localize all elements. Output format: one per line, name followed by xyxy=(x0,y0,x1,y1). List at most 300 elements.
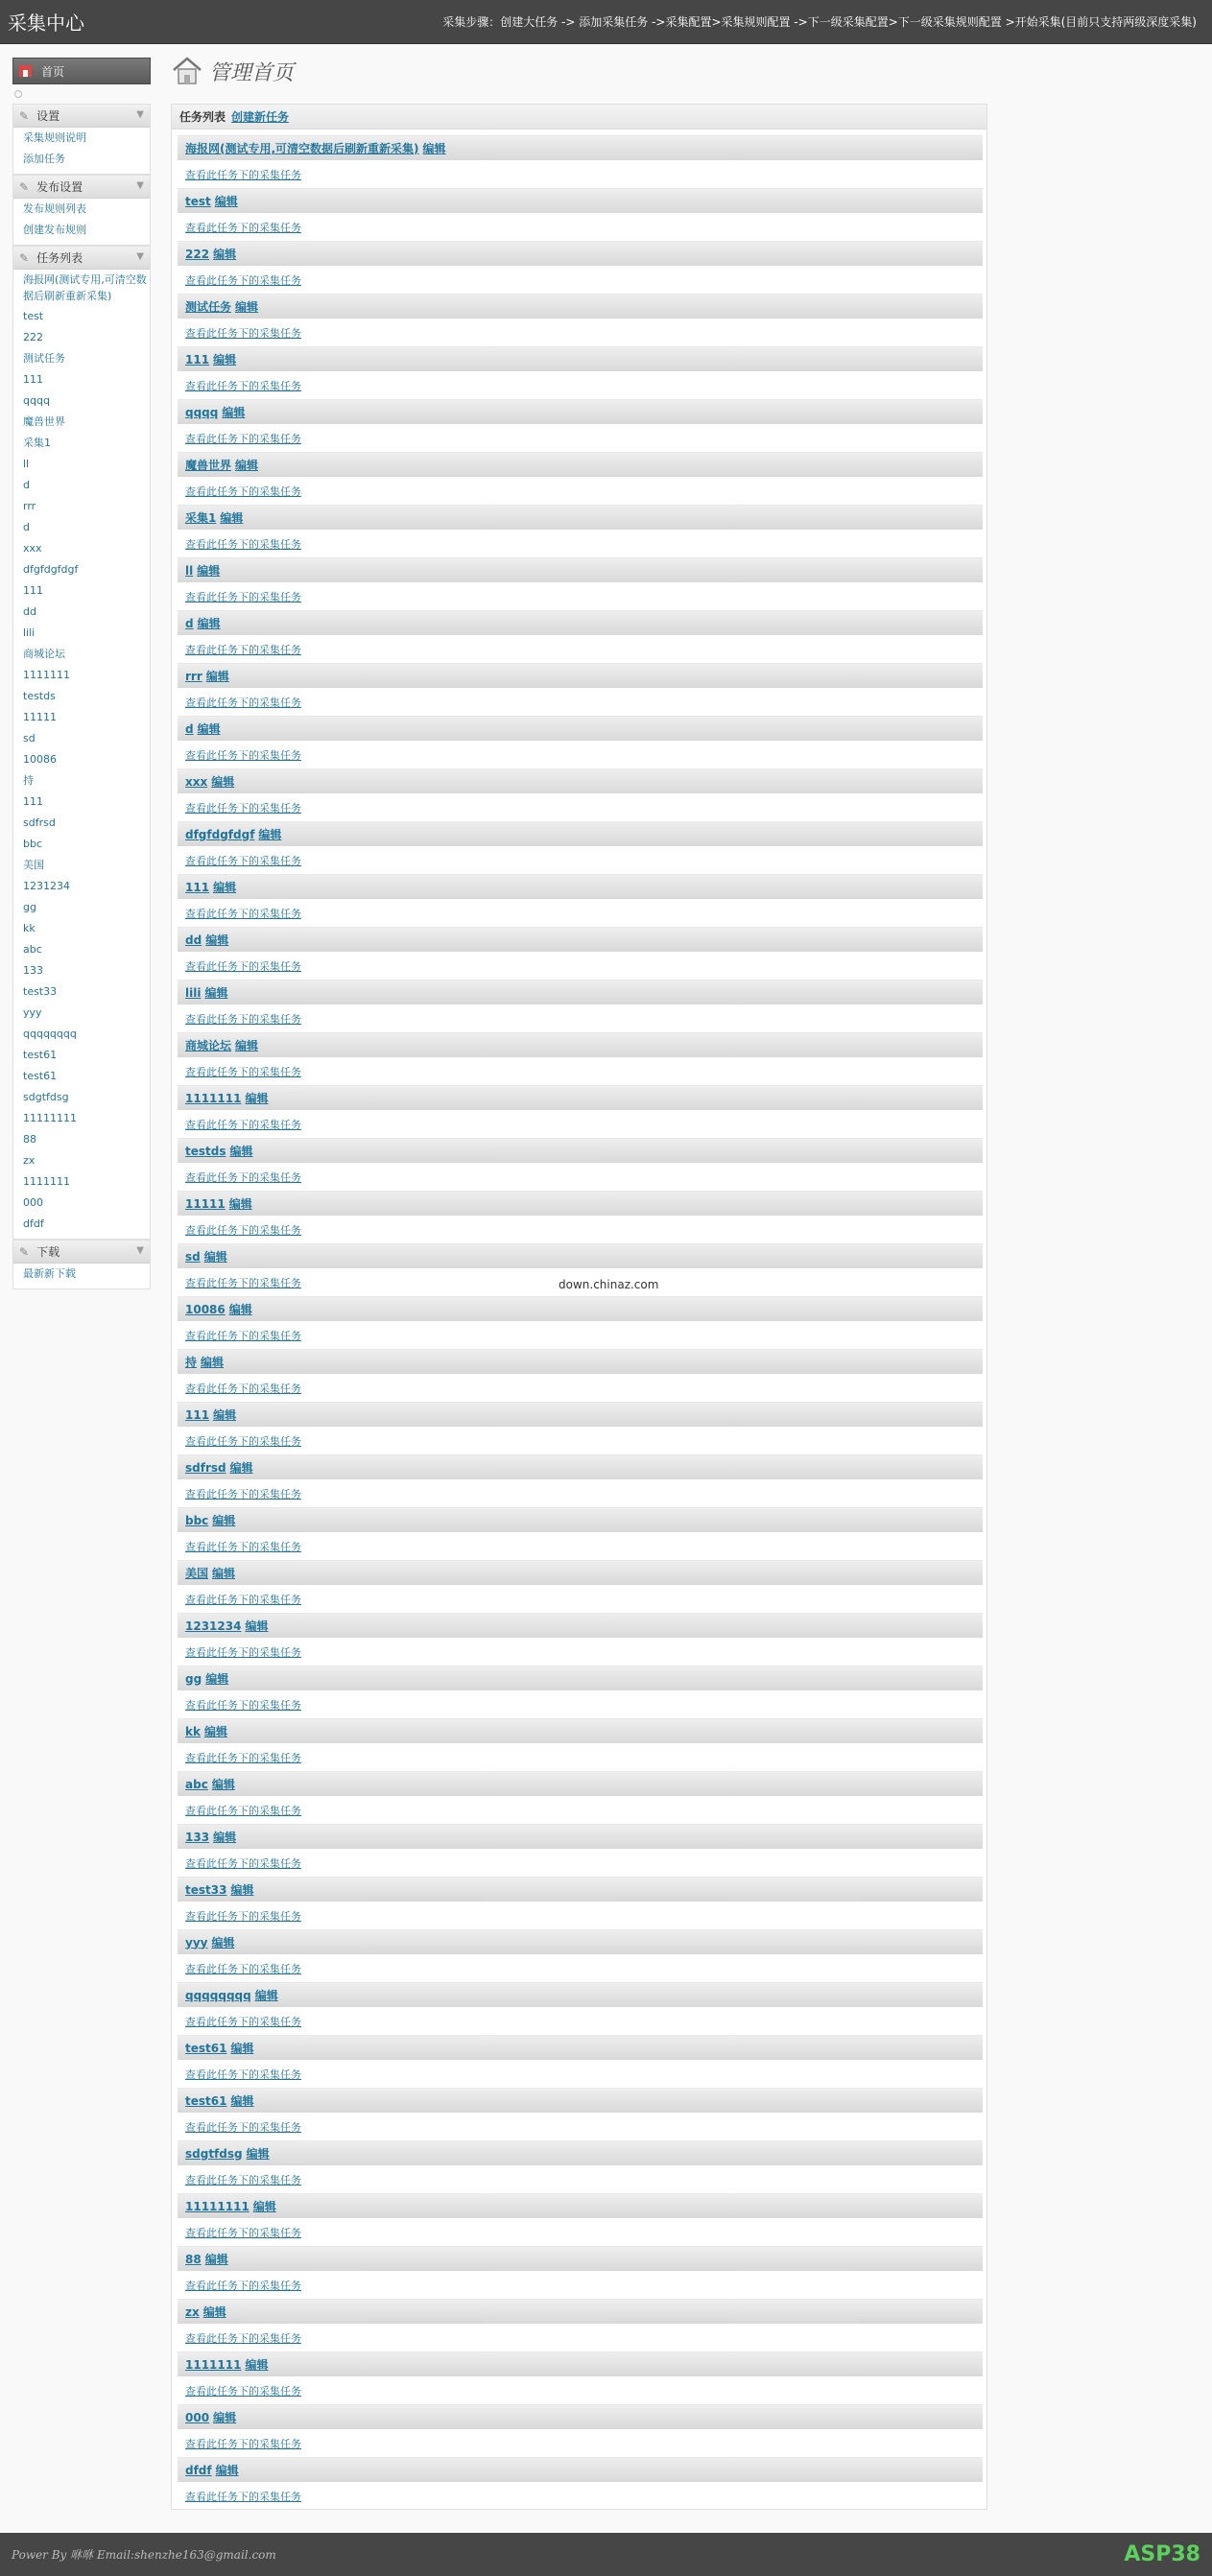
task-name-link[interactable]: 111 xyxy=(185,352,210,366)
task-name-link[interactable]: 魔兽世界 xyxy=(185,459,232,472)
task-row xyxy=(178,874,983,899)
edit-task-link[interactable]: 编辑 xyxy=(213,881,237,894)
edit-task-link[interactable]: 编辑 xyxy=(230,1883,254,1897)
task-row xyxy=(178,1296,983,1321)
sidebar-link[interactable]: 最新新下载 xyxy=(23,1267,76,1280)
task-row xyxy=(178,1085,983,1110)
sidebar-link[interactable]: 商城论坛 xyxy=(23,648,65,660)
view-subtasks-link[interactable]: 查看此任务下的采集任务 xyxy=(185,1909,301,1923)
view-subtasks-link[interactable]: 查看此任务下的采集任务 xyxy=(185,2173,301,2186)
task-name-link[interactable]: kk xyxy=(185,1724,201,1738)
task-row xyxy=(178,505,983,530)
view-subtasks-link[interactable]: 查看此任务下的采集任务 xyxy=(185,484,301,498)
task-item xyxy=(178,1613,983,1666)
task-row xyxy=(178,1929,983,1954)
task-name-link[interactable]: 1111111 xyxy=(185,1091,242,1105)
edit-task-link[interactable]: 编辑 xyxy=(230,2094,254,2108)
task-row xyxy=(178,346,983,371)
pin-icon: ✎ xyxy=(19,179,30,194)
edit-task-link[interactable]: 编辑 xyxy=(214,195,238,208)
sidebar-link[interactable]: 133 xyxy=(23,964,43,977)
task-sub-row xyxy=(178,1743,983,1771)
sidebar-link[interactable]: 美国 xyxy=(23,859,44,871)
task-item xyxy=(178,1929,983,1982)
edit-task-link[interactable]: 编辑 xyxy=(220,511,244,525)
sidebar-link[interactable]: test61 xyxy=(23,1049,58,1061)
sidebar-link[interactable]: abc xyxy=(23,943,42,956)
task-name-link[interactable]: 商城论坛 xyxy=(185,1039,232,1052)
sidebar-link[interactable]: 1111111 xyxy=(23,1175,70,1188)
view-subtasks-link[interactable]: 查看此任务下的采集任务 xyxy=(185,2331,301,2345)
task-item xyxy=(178,2404,983,2457)
view-subtasks-link[interactable]: 查看此任务下的采集任务 xyxy=(185,748,301,762)
task-sub-row xyxy=(178,424,983,452)
sidebar-link[interactable]: qqqq xyxy=(23,394,50,407)
task-sub-row xyxy=(178,1374,983,1402)
task-name-link[interactable]: sdfrsd xyxy=(185,1460,226,1475)
task-name-link[interactable]: d xyxy=(185,616,194,630)
task-item xyxy=(178,716,983,768)
sidebar-link[interactable]: test33 xyxy=(23,985,58,998)
sidebar-home[interactable] xyxy=(12,58,151,84)
task-row xyxy=(178,1032,983,1057)
edit-task-link[interactable]: 编辑 xyxy=(222,406,246,419)
task-sub-row xyxy=(178,2482,983,2510)
edit-task-link[interactable]: 编辑 xyxy=(205,1672,229,1686)
view-subtasks-link[interactable]: 查看此任务下的采集任务 xyxy=(185,1540,301,1553)
sidebar-link[interactable]: dfdf xyxy=(23,1217,44,1230)
task-name-link[interactable]: test61 xyxy=(185,2093,227,2108)
task-item xyxy=(178,188,983,241)
task-row xyxy=(178,821,983,846)
chevron-down-icon[interactable]: ▼ xyxy=(136,251,144,262)
edit-task-link[interactable]: 编辑 xyxy=(205,670,229,683)
task-sub-row xyxy=(178,1796,983,1824)
workflow-steps: 采集步骤：创建大任务 -> 添加采集任务 ->采集配置>采集规则配置 ->下一级采集配置>下一级采集规则配置 >开始采集(目前只支持两级深度采集) xyxy=(442,15,1197,29)
task-row xyxy=(178,1877,983,1902)
task-name-link[interactable]: qqqqqqqq xyxy=(185,1988,251,2002)
view-subtasks-link[interactable]: 查看此任务下的采集任务 xyxy=(185,2490,301,2503)
view-subtasks-link[interactable]: 查看此任务下的采集任务 xyxy=(185,1645,301,1659)
task-item xyxy=(178,1191,983,1243)
task-item xyxy=(178,2193,983,2246)
edit-task-link[interactable]: 编辑 xyxy=(197,617,221,630)
edit-task-link[interactable]: 编辑 xyxy=(228,1197,252,1211)
sidebar-link[interactable]: testds xyxy=(23,690,56,702)
menu-group-header[interactable] xyxy=(13,1241,150,1264)
sidebar-link[interactable]: 1111111 xyxy=(23,669,70,681)
edit-task-link[interactable]: 编辑 xyxy=(203,1725,227,1738)
edit-task-link[interactable]: 编辑 xyxy=(201,1356,225,1369)
task-name-link[interactable]: zx xyxy=(185,2304,200,2319)
task-name-link[interactable]: 133 xyxy=(185,1830,210,1844)
sidebar-link[interactable]: bbc xyxy=(23,838,43,850)
view-subtasks-link[interactable]: 查看此任务下的采集任务 xyxy=(185,854,301,867)
panel-title: 任务列表 xyxy=(179,110,226,124)
edit-task-link[interactable]: 编辑 xyxy=(212,1567,236,1580)
task-name-link[interactable]: 11111111 xyxy=(185,2199,250,2213)
view-subtasks-link[interactable]: 查看此任务下的采集任务 xyxy=(185,326,301,340)
edit-task-link[interactable]: 编辑 xyxy=(230,2042,254,2055)
task-row xyxy=(178,2404,983,2429)
edit-task-link[interactable]: 编辑 xyxy=(211,1936,235,1950)
sidebar-link[interactable]: 持 xyxy=(23,774,34,787)
view-subtasks-link[interactable]: 查看此任务下的采集任务 xyxy=(185,1593,301,1606)
sidebar-link[interactable]: test61 xyxy=(23,1070,58,1082)
menu-group xyxy=(12,104,151,175)
task-sub-row xyxy=(178,213,983,241)
task-sub-row xyxy=(178,2271,983,2299)
sidebar-link[interactable]: 222 xyxy=(23,331,43,343)
view-subtasks-link[interactable]: 查看此任务下的采集任务 xyxy=(185,1276,301,1289)
task-sub-row xyxy=(178,2429,983,2457)
view-subtasks-link[interactable]: 查看此任务下的采集任务 xyxy=(185,2015,301,2028)
edit-task-link[interactable]: 编辑 xyxy=(197,564,221,578)
edit-task-link[interactable]: 编辑 xyxy=(212,1514,236,1527)
task-sub-row xyxy=(178,1585,983,1613)
edit-task-link[interactable]: 编辑 xyxy=(213,2411,237,2424)
task-sub-row xyxy=(178,1427,983,1454)
pin-icon: ✎ xyxy=(19,108,30,123)
view-subtasks-link[interactable]: 查看此任务下的采集任务 xyxy=(185,1751,301,1764)
view-subtasks-link[interactable]: 查看此任务下的采集任务 xyxy=(185,1962,301,1975)
task-name-link[interactable]: dfgfdgfdgf xyxy=(185,827,255,841)
sidebar-link[interactable]: yyy xyxy=(23,1006,42,1019)
menu-group xyxy=(12,246,151,1240)
task-row xyxy=(178,1771,983,1796)
task-item xyxy=(178,2035,983,2088)
view-subtasks-link[interactable]: 查看此任务下的采集任务 xyxy=(185,432,301,445)
view-subtasks-link[interactable]: 查看此任务下的采集任务 xyxy=(185,1804,301,1817)
task-row xyxy=(178,1349,983,1374)
task-item xyxy=(178,821,983,874)
edit-task-link[interactable]: 编辑 xyxy=(229,1145,253,1158)
edit-task-link[interactable]: 编辑 xyxy=(228,1303,252,1316)
edit-task-link[interactable]: 编辑 xyxy=(211,775,235,789)
task-sub-row xyxy=(178,741,983,768)
task-name-link[interactable]: 000 xyxy=(185,2410,210,2424)
edit-task-link[interactable]: 编辑 xyxy=(245,1092,269,1105)
task-name-link[interactable]: 采集1 xyxy=(185,511,217,525)
task-sub-row xyxy=(178,793,983,821)
view-subtasks-link[interactable]: 查看此任务下的采集任务 xyxy=(185,168,301,181)
sidebar-link[interactable]: 11111111 xyxy=(23,1112,77,1124)
sidebar-link[interactable]: rrr xyxy=(23,500,36,512)
task-item xyxy=(178,1560,983,1613)
task-name-link[interactable]: sdgtfdsg xyxy=(185,2146,243,2161)
task-name-link[interactable]: 测试任务 xyxy=(185,300,232,314)
task-item xyxy=(178,980,983,1032)
sidebar-link[interactable]: 添加任务 xyxy=(23,153,65,165)
task-item xyxy=(178,399,983,452)
sidebar-link[interactable]: 10086 xyxy=(23,753,57,766)
sidebar-link[interactable]: d xyxy=(23,479,30,491)
task-name-link[interactable]: dd xyxy=(185,933,202,947)
menu-group-header[interactable] xyxy=(13,176,150,199)
task-sub-row xyxy=(178,1902,983,1929)
task-item xyxy=(178,663,983,716)
task-name-link[interactable]: ll xyxy=(185,563,194,578)
task-sub-row xyxy=(178,1954,983,1982)
task-item xyxy=(178,1032,983,1085)
task-item xyxy=(178,135,983,188)
task-row xyxy=(178,2193,983,2218)
sidebar-home-label: 首页 xyxy=(41,64,65,79)
task-row xyxy=(178,980,983,1004)
sidebar-link[interactable]: 创建发布规则 xyxy=(23,224,86,236)
view-subtasks-link[interactable]: 查看此任务下的采集任务 xyxy=(185,1329,301,1342)
task-row xyxy=(178,610,983,635)
edit-task-link[interactable]: 编辑 xyxy=(213,1831,237,1844)
task-sub-row xyxy=(178,477,983,505)
edit-task-link[interactable]: 编辑 xyxy=(235,1039,259,1052)
sidebar-link[interactable]: qqqqqqqq xyxy=(23,1028,77,1040)
edit-task-link[interactable]: 编辑 xyxy=(213,353,237,366)
task-row xyxy=(178,1454,983,1479)
task-sub-row xyxy=(178,160,983,188)
task-name-link[interactable]: sd xyxy=(185,1249,201,1264)
task-name-link[interactable]: 222 xyxy=(185,247,210,261)
view-subtasks-link[interactable]: 查看此任务下的采集任务 xyxy=(185,379,301,392)
view-subtasks-link[interactable]: 查看此任务下的采集任务 xyxy=(185,1012,301,1026)
view-subtasks-link[interactable]: 查看此任务下的采集任务 xyxy=(185,2279,301,2292)
task-item xyxy=(178,2246,983,2299)
view-subtasks-link[interactable]: 查看此任务下的采集任务 xyxy=(185,1434,301,1448)
task-item xyxy=(178,874,983,927)
sidebar-link[interactable]: 采集规则说明 xyxy=(23,131,86,144)
task-name-link[interactable]: test33 xyxy=(185,1882,227,1897)
sidebar-link[interactable]: sd xyxy=(23,732,36,744)
view-subtasks-link[interactable]: 查看此任务下的采集任务 xyxy=(185,801,301,815)
task-name-link[interactable]: rrr xyxy=(185,669,202,683)
task-name-link[interactable]: lili xyxy=(185,985,202,1000)
task-name-link[interactable]: 美国 xyxy=(185,1567,209,1580)
task-row xyxy=(178,716,983,741)
task-row xyxy=(178,1191,983,1216)
task-item xyxy=(178,1982,983,2035)
footer-logo: ASP38 xyxy=(1124,2542,1200,2566)
view-subtasks-link[interactable]: 查看此任务下的采集任务 xyxy=(185,221,301,234)
edit-task-link[interactable]: 编辑 xyxy=(258,828,282,841)
task-sub-row xyxy=(178,2007,983,2035)
task-name-link[interactable]: 海报网(测试专用,可清空数据后刷新重新采集) xyxy=(185,142,419,155)
sidebar-link[interactable]: 11111 xyxy=(23,711,57,723)
page-title: 管理首页 xyxy=(209,60,295,85)
view-subtasks-link[interactable]: 查看此任务下的采集任务 xyxy=(185,643,301,656)
task-item xyxy=(178,346,983,399)
task-sub-row xyxy=(178,1163,983,1191)
sidebar-link[interactable]: 000 xyxy=(23,1196,43,1209)
view-subtasks-link[interactable]: 查看此任务下的采集任务 xyxy=(185,1487,301,1501)
top-bar xyxy=(0,0,1212,44)
task-name-link[interactable]: test xyxy=(185,194,211,208)
chevron-down-icon[interactable]: ▼ xyxy=(136,109,144,120)
sidebar-link[interactable]: gg xyxy=(23,901,36,913)
view-subtasks-link[interactable]: 查看此任务下的采集任务 xyxy=(185,273,301,287)
create-task-link[interactable]: 创建新任务 xyxy=(231,110,290,124)
task-name-link[interactable]: yyy xyxy=(185,1935,208,1950)
edit-task-link[interactable]: 编辑 xyxy=(215,2464,239,2477)
task-row xyxy=(178,188,983,213)
edit-task-link[interactable]: 编辑 xyxy=(229,1461,253,1475)
sidebar-link[interactable]: 111 xyxy=(23,584,43,597)
task-name-link[interactable]: 11111 xyxy=(185,1196,226,1211)
task-item xyxy=(178,2457,983,2510)
view-subtasks-link[interactable]: 查看此任务下的采集任务 xyxy=(185,1698,301,1712)
task-item xyxy=(178,1085,983,1138)
edit-task-link[interactable]: 编辑 xyxy=(254,1989,278,2002)
edit-task-link[interactable]: 编辑 xyxy=(235,300,259,314)
sidebar-link[interactable]: 88 xyxy=(23,1133,36,1146)
sidebar-menu xyxy=(12,104,151,1289)
sidebar-link[interactable]: sdgtfdsg xyxy=(23,1091,69,1103)
task-name-link[interactable]: bbc xyxy=(185,1513,209,1527)
sidebar-link[interactable]: dfgfdgfdgf xyxy=(23,563,79,576)
view-subtasks-link[interactable]: 查看此任务下的采集任务 xyxy=(185,1856,301,1870)
task-row xyxy=(178,2351,983,2376)
sidebar-link[interactable]: 采集1 xyxy=(23,437,51,449)
edit-task-link[interactable]: 编辑 xyxy=(197,722,221,736)
edit-task-link[interactable]: 编辑 xyxy=(213,1408,237,1422)
view-subtasks-link[interactable]: 查看此任务下的采集任务 xyxy=(185,537,301,551)
edit-task-link[interactable]: 编辑 xyxy=(203,1250,227,1264)
chevron-down-icon[interactable]: ▼ xyxy=(136,1245,144,1256)
task-item xyxy=(178,1824,983,1877)
task-row xyxy=(178,1560,983,1585)
view-subtasks-link[interactable]: 查看此任务下的采集任务 xyxy=(185,1118,301,1131)
view-subtasks-link[interactable]: 查看此任务下的采集任务 xyxy=(185,2437,301,2450)
view-subtasks-link[interactable]: 查看此任务下的采集任务 xyxy=(185,907,301,920)
view-subtasks-link[interactable]: 查看此任务下的采集任务 xyxy=(185,2120,301,2134)
task-sub-row xyxy=(178,1004,983,1032)
watermark-text: down.chinaz.com xyxy=(558,1278,659,1291)
edit-task-link[interactable]: 编辑 xyxy=(422,142,446,155)
edit-task-link[interactable]: 编辑 xyxy=(211,1778,235,1791)
view-subtasks-link[interactable]: 查看此任务下的采集任务 xyxy=(185,696,301,709)
view-subtasks-link[interactable]: 查看此任务下的采集任务 xyxy=(185,2226,301,2239)
task-name-link[interactable]: xxx xyxy=(185,774,208,789)
task-name-link[interactable]: 88 xyxy=(185,2252,202,2266)
view-subtasks-link[interactable]: 查看此任务下的采集任务 xyxy=(185,2384,301,2398)
menu-group xyxy=(12,175,151,246)
task-sub-row xyxy=(178,1479,983,1507)
edit-task-link[interactable]: 编辑 xyxy=(213,248,237,261)
task-name-link[interactable]: 111 xyxy=(185,1407,210,1422)
edit-task-link[interactable]: 编辑 xyxy=(246,2147,270,2161)
view-subtasks-link[interactable]: 查看此任务下的采集任务 xyxy=(185,1382,301,1395)
sidebar-link[interactable]: 测试任务 xyxy=(23,352,65,365)
sidebar-link[interactable]: 海报网(测试专用,可清空数据后刷新重新采集) xyxy=(23,273,147,302)
task-row xyxy=(178,2457,983,2482)
view-subtasks-link[interactable]: 查看此任务下的采集任务 xyxy=(185,1170,301,1184)
edit-task-link[interactable]: 编辑 xyxy=(204,986,228,1000)
task-row xyxy=(178,1982,983,2007)
task-sub-row xyxy=(178,582,983,610)
sidebar-link[interactable]: lili xyxy=(23,626,36,639)
sidebar-link[interactable]: ll xyxy=(23,458,30,470)
site-title: 采集中心 xyxy=(8,12,84,35)
task-row xyxy=(178,1718,983,1743)
task-name-link[interactable]: 持 xyxy=(185,1356,198,1369)
task-item xyxy=(178,452,983,505)
menu-group-header[interactable] xyxy=(13,247,150,270)
task-item xyxy=(178,1718,983,1771)
view-subtasks-link[interactable]: 查看此任务下的采集任务 xyxy=(185,1065,301,1078)
task-sub-row xyxy=(178,2165,983,2193)
sidebar-link[interactable]: xxx xyxy=(23,542,42,555)
task-row xyxy=(178,294,983,319)
edit-task-link[interactable]: 编辑 xyxy=(202,2305,226,2319)
footer xyxy=(0,2533,1212,2576)
task-sub-row xyxy=(178,2113,983,2140)
sidebar-link[interactable]: kk xyxy=(23,922,36,934)
task-name-link[interactable]: gg xyxy=(185,1671,202,1686)
task-name-link[interactable]: 10086 xyxy=(185,1302,226,1316)
task-row xyxy=(178,1613,983,1638)
task-name-link[interactable]: abc xyxy=(185,1777,208,1791)
task-name-link[interactable]: qqqq xyxy=(185,405,219,419)
sidebar-link[interactable]: 111 xyxy=(23,373,43,386)
task-item xyxy=(178,1507,983,1560)
edit-task-link[interactable]: 编辑 xyxy=(245,2358,269,2372)
task-item xyxy=(178,557,983,610)
sidebar-link[interactable]: d xyxy=(23,521,30,533)
edit-task-link[interactable]: 编辑 xyxy=(205,934,229,947)
task-name-link[interactable]: test61 xyxy=(185,2041,227,2055)
task-row xyxy=(178,2035,983,2060)
sidebar-link[interactable]: test xyxy=(23,310,44,322)
edit-task-link[interactable]: 编辑 xyxy=(204,2253,228,2266)
sidebar-link[interactable]: 发布规则列表 xyxy=(23,202,86,215)
task-name-link[interactable]: d xyxy=(185,721,194,736)
task-name-link[interactable]: testds xyxy=(185,1144,226,1158)
sidebar-link[interactable]: 111 xyxy=(23,795,43,808)
view-subtasks-link[interactable]: 查看此任务下的采集任务 xyxy=(185,1223,301,1237)
task-row xyxy=(178,1243,983,1268)
sidebar-link[interactable]: 魔兽世界 xyxy=(23,415,65,428)
task-row xyxy=(178,241,983,266)
edit-task-link[interactable]: 编辑 xyxy=(252,2200,276,2213)
task-sub-row xyxy=(178,952,983,980)
edit-task-link[interactable]: 编辑 xyxy=(245,1619,269,1633)
task-name-link[interactable]: dfdf xyxy=(185,2463,212,2477)
view-subtasks-link[interactable]: 查看此任务下的采集任务 xyxy=(185,590,301,603)
footer-credit: Power By 咻咻 Email:shenzhe163@gmail.com xyxy=(12,2548,276,2562)
chevron-down-icon[interactable]: ▼ xyxy=(136,180,144,191)
task-sub-row xyxy=(178,1849,983,1877)
task-sub-row xyxy=(178,266,983,294)
sidebar-link[interactable]: dd xyxy=(23,605,36,618)
sidebar-link[interactable]: sdfrsd xyxy=(23,816,56,829)
task-sub-row xyxy=(178,319,983,346)
menu-group-header[interactable] xyxy=(13,105,150,128)
menu-group-items xyxy=(13,199,150,245)
task-name-link[interactable]: 111 xyxy=(185,880,210,894)
task-item xyxy=(178,241,983,294)
task-name-link[interactable]: 1231234 xyxy=(185,1619,242,1633)
task-list xyxy=(172,130,986,2510)
view-subtasks-link[interactable]: 查看此任务下的采集任务 xyxy=(185,959,301,973)
edit-task-link[interactable]: 编辑 xyxy=(235,459,259,472)
sidebar-link[interactable]: 1231234 xyxy=(23,880,70,892)
task-name-link[interactable]: 1111111 xyxy=(185,2357,242,2372)
task-item xyxy=(178,1454,983,1507)
view-subtasks-link[interactable]: 查看此任务下的采集任务 xyxy=(185,2068,301,2081)
task-item xyxy=(178,768,983,821)
task-sub-row xyxy=(178,1057,983,1085)
sidebar-link[interactable]: zx xyxy=(23,1154,36,1167)
task-item xyxy=(178,1877,983,1929)
